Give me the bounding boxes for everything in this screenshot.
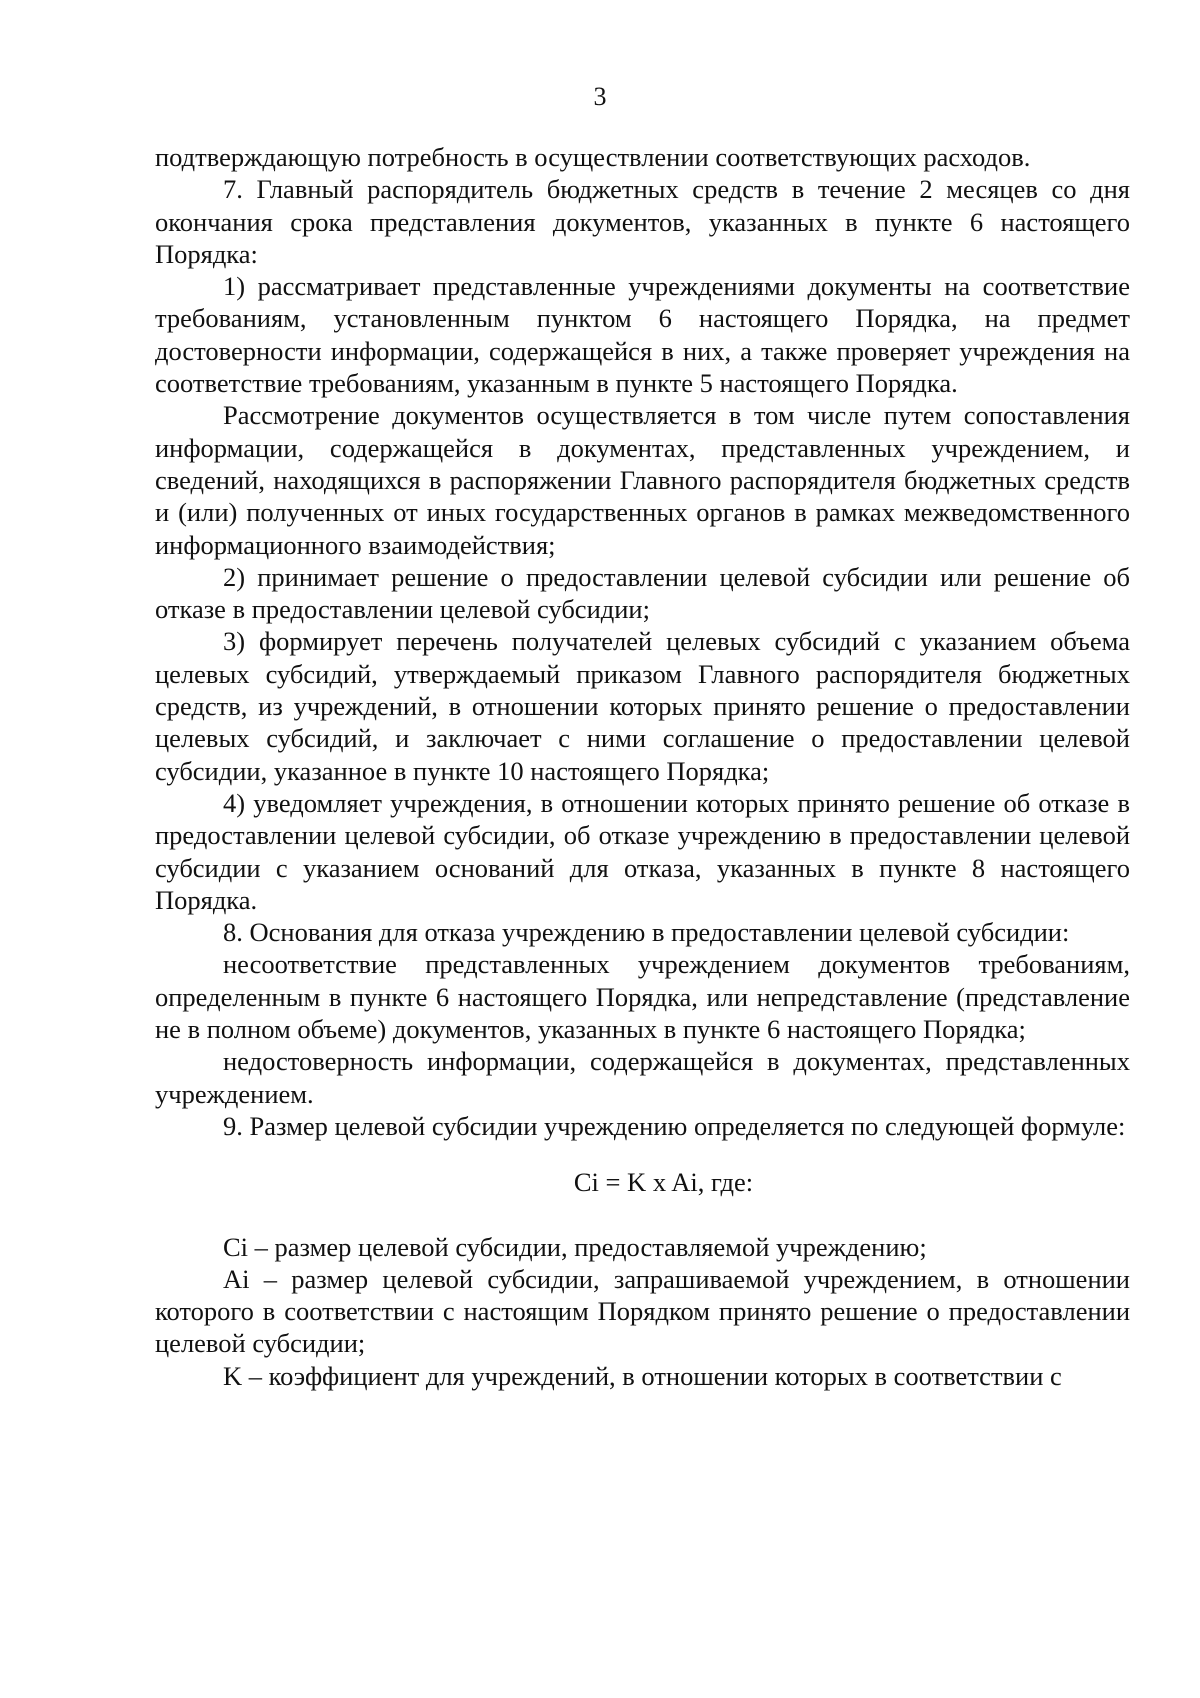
formula: Ci = K x Ai, где: xyxy=(573,1167,754,1198)
paragraph-subitem-4: 4) уведомляет учреждения, в отношении которых принято решение об отказе в предоставлении целевой субсидии, об отказе учреждению в предоставлении целевой субсидии с указанием оснований для отказа, указанных в пункте 8 настоящего Порядка. xyxy=(155,787,1130,915)
definition-ci: Ci – размер целевой субсидии, предоставляемой учреждению; xyxy=(223,1231,927,1262)
paragraph-subitem-2: 2) принимает решение о предоставлении целевой субсидии или решение об отказе в предоставлении целевой субсидии; xyxy=(155,561,1130,625)
paragraph-item-9: 9. Размер целевой субсидии учреждению определяется по следующей формуле: xyxy=(223,1110,1126,1141)
paragraph-refusal-reason-1: несоответствие представленных учреждением документов требованиям, определенным в пункте 6 настоящего Порядка, или непредставление (представление не в полном объеме) документов, указанных в пункте 6 настоящего Порядка; xyxy=(155,949,1130,1045)
paragraph-item-8: 8. Основания для отказа учреждению в предоставлении целевой субсидии: xyxy=(223,917,1070,948)
paragraph-refusal-reason-2: недостоверность информации, содержащейся в документах, представленных учреждением. xyxy=(155,1046,1130,1109)
paragraph-subitem-1: 1) рассматривает представленные учреждениями документы на соответствие требованиям, установленным пунктом 6 настоящего Порядка, на предмет достоверности информации, содержащейся в них, а также проверяет учреждения на соответствие требованиям, указанным в пункте 5 настоящего Порядка. xyxy=(155,271,1130,399)
paragraph-subitem-3: 3) формирует перечень получателей целевых субсидий с указанием объема целевых субсидий, утверждаемый приказом Главного распорядителя бюджетных средств, из учреждений, в отношении которых принято решение о предоставлении целевых субсидий, и заключает с ними соглашение о предоставлении целевой субсидии, указанное в пункте 10 настоящего Порядка; xyxy=(155,626,1130,786)
paragraph-continuation: подтверждающую потребность в осуществлении соответствующих расходов. xyxy=(155,142,1031,172)
paragraph-review: Рассмотрение документов осуществляется в том числе путем сопоставления информации, содержащейся в документах, представленных учреждением, и сведений, находящихся в распоряжении Главного распорядителя бюджетных средств и (или) полученных от иных государственных органов в рамках межведомственного информационного взаимодействия; xyxy=(155,400,1130,560)
definition-ai: Ai – размер целевой субсидии, запрашиваемой учреждением, в отношении которого в соответствии с настоящим Порядком принято решение о предоставлении целевой субсидии; xyxy=(155,1263,1130,1359)
definition-k: K – коэффициент для учреждений, в отношении которых в соответствии с xyxy=(223,1360,1062,1391)
page-number: 3 xyxy=(593,82,607,111)
document-body xyxy=(155,141,1130,1392)
paragraph-item-7: 7. Главный распорядитель бюджетных средств в течение 2 месяцев со дня окончания срока представления документов, указанных в пункте 6 настоящего Порядка: xyxy=(155,174,1130,269)
